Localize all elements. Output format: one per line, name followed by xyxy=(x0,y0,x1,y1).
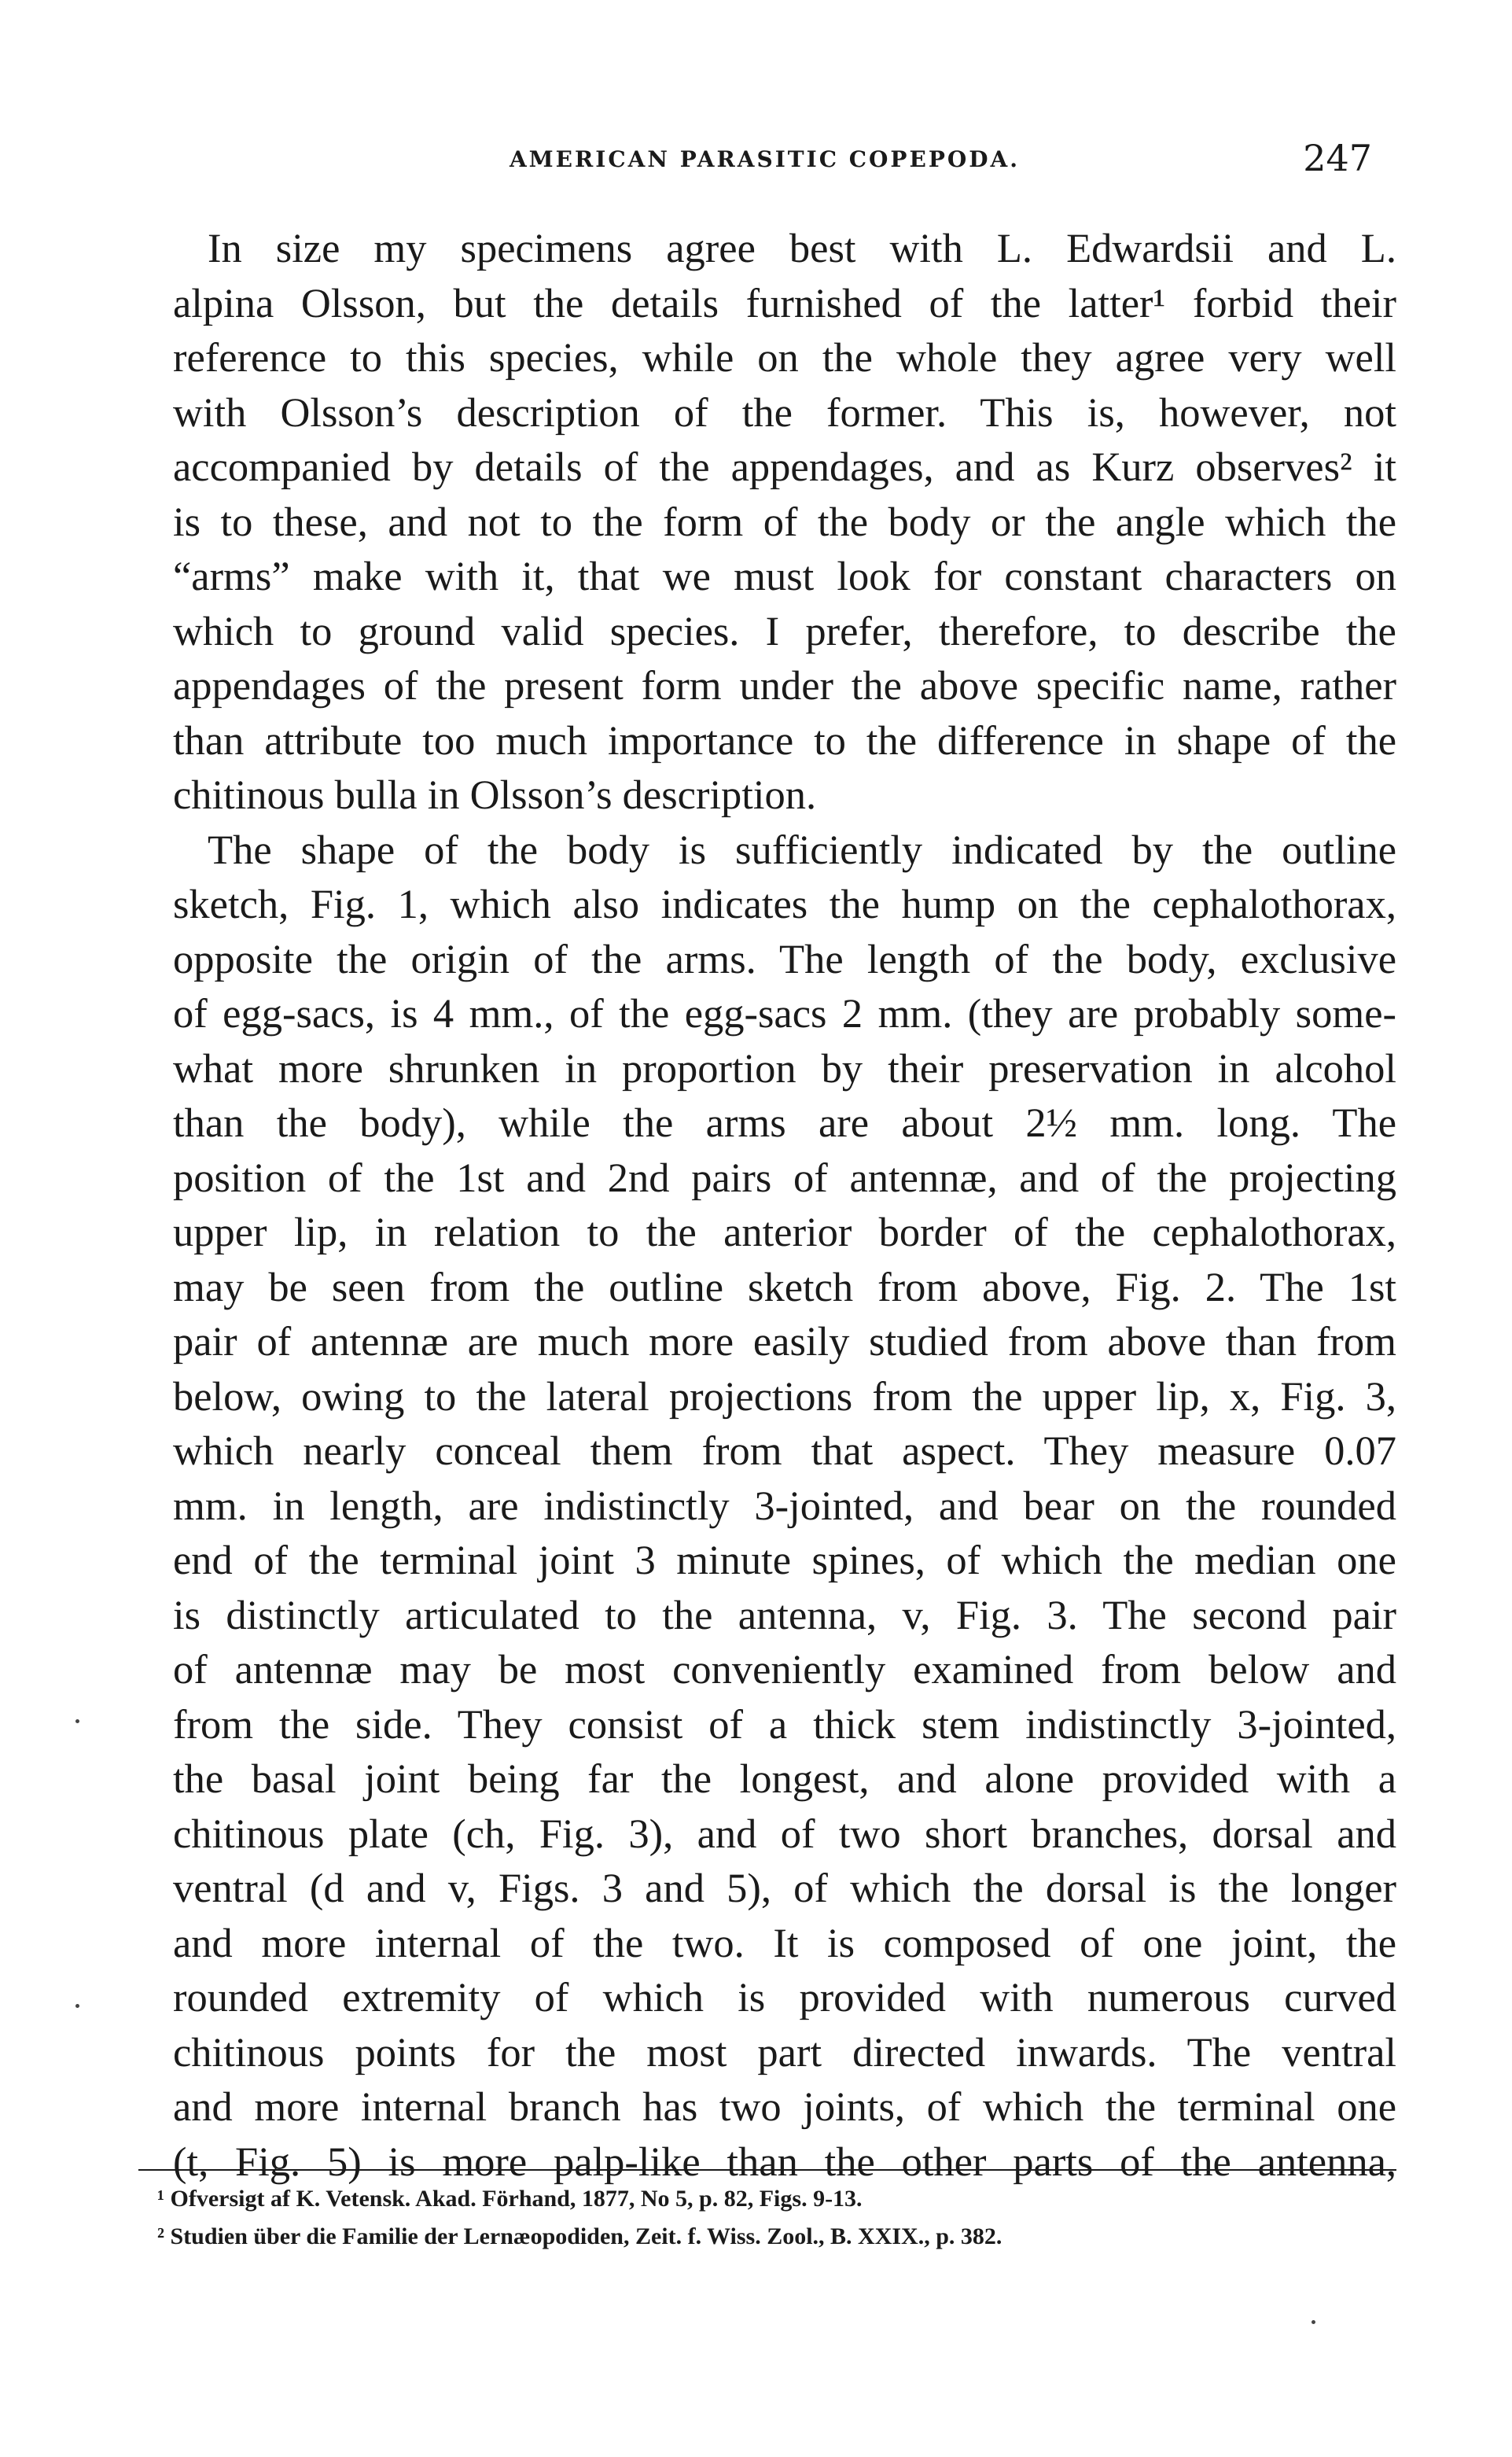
text-line: chitinous bulla in Olsson’s description. xyxy=(173,772,817,818)
footnotes xyxy=(157,2180,1384,2256)
text-line: of egg-sacs, is 4 mm., of the egg-sacs 2 mm. (they are probably some- xyxy=(173,991,1396,1037)
text-line: end of the terminal joint 3 minute spines, of which the median one xyxy=(173,1538,1396,1583)
text-line: rounded extremity of which is provided with numerous curved xyxy=(173,1975,1396,2020)
text-line: and more internal of the two. It is composed of one joint, the xyxy=(173,1920,1396,1966)
text-line: chitinous plate (ch, Fig. 3), and of two short branches, dorsal and xyxy=(173,1811,1396,1857)
text-line: upper lip, in relation to the anterior border of the cephalothorax, xyxy=(173,1210,1396,1255)
text-line: (t, Fig. 5) is more palp-like than the other parts of the antenna, xyxy=(173,2138,1396,2185)
text-line: appendages of the present form under the above specific name, rather xyxy=(173,663,1396,709)
text-line: than attribute too much importance to the difference in shape of the xyxy=(173,717,1396,764)
text-line: what more shrunken in proportion by their preservation in alcohol xyxy=(173,1045,1396,1092)
text-line: position of the 1st and 2nd pairs of antennæ, and of the projecting xyxy=(173,1155,1396,1201)
text-line: accompanied by details of the appendages, and as Kurz observes² it xyxy=(173,444,1396,490)
text-line: chitinous points for the most part directed inwards. The ventral xyxy=(173,2029,1396,2076)
scan-speck xyxy=(75,1719,79,1723)
text-line: alpina Olsson, but the details furnished of the latter¹ forbid their xyxy=(173,280,1396,326)
text-line: below, owing to the lateral projections from the upper lip, x, Fig. 3, xyxy=(173,1373,1396,1420)
text-line: ventral (d and v, Figs. 3 and 5), of which the dorsal is the longer xyxy=(173,1866,1396,1911)
text-line: which to ground valid species. I prefer, therefore, to describe the xyxy=(173,608,1396,654)
scan-speck xyxy=(1312,2320,1315,2324)
paragraph-1 xyxy=(138,222,1396,823)
footnote-1: ¹ Ofversigt af K. Vetensk. Akad. Förhand, 1877, No 5, p. 82, Figs. 9-13. xyxy=(157,2186,863,2212)
text-line: of antennæ may be most conveniently examined from below and xyxy=(173,1647,1396,1693)
scan-speck xyxy=(75,2004,79,2008)
body-text xyxy=(138,222,1396,2190)
footnote-rule xyxy=(138,2169,1396,2171)
text-line: mm. in length, are indistinctly 3-jointed, and bear on the rounded xyxy=(173,1483,1396,1529)
text-line: with Olsson’s description of the former. This is, however, not xyxy=(173,389,1396,436)
footnote-2: ² Studien über die Familie der Lernæopodiden, Zeit. f. Wiss. Zool., B. XXIX., p. 382. xyxy=(157,2223,1002,2249)
text-line: which nearly conceal them from that aspect. They measure 0.07 xyxy=(173,1428,1396,1474)
text-line: is distinctly articulated to the antenna, v, Fig. 3. The second pair xyxy=(173,1592,1396,1638)
text-line: from the side. They consist of a thick stem indistinctly 3-jointed, xyxy=(173,1701,1396,1748)
text-line: reference to this species, while on the whole they agree very well xyxy=(173,335,1396,381)
text-line: In size my specimens agree best with L. Edwardsii and L. xyxy=(208,226,1396,271)
text-line: is to these, and not to the form of the body or the angle which the xyxy=(173,499,1396,545)
text-line: The shape of the body is sufficiently indicated by the outline xyxy=(208,827,1396,873)
text-line: may be seen from the outline sketch from above, Fig. 2. The 1st xyxy=(173,1264,1396,1310)
text-line: “arms” make with it, that we must look for constant characters on xyxy=(173,554,1396,599)
text-line: than the body), while the arms are about 2½ mm. long. The xyxy=(173,1100,1396,1146)
text-line: sketch, Fig. 1, which also indicates the hump on the cephalothorax, xyxy=(173,882,1396,927)
page-number: 247 xyxy=(1303,137,1372,179)
page-header xyxy=(157,137,1372,193)
running-title: AMERICAN PARASITIC COPEPODA. xyxy=(509,146,1021,172)
paragraph-2 xyxy=(138,823,1396,2190)
text-line: the basal joint being far the longest, and alone provided with a xyxy=(173,1756,1396,1802)
text-line: opposite the origin of the arms. The length of the body, exclusive xyxy=(173,936,1396,982)
text-line: and more internal branch has two joints, of which the terminal one xyxy=(173,2084,1396,2130)
text-line: pair of antennæ are much more easily studied from above than from xyxy=(173,1319,1396,1365)
